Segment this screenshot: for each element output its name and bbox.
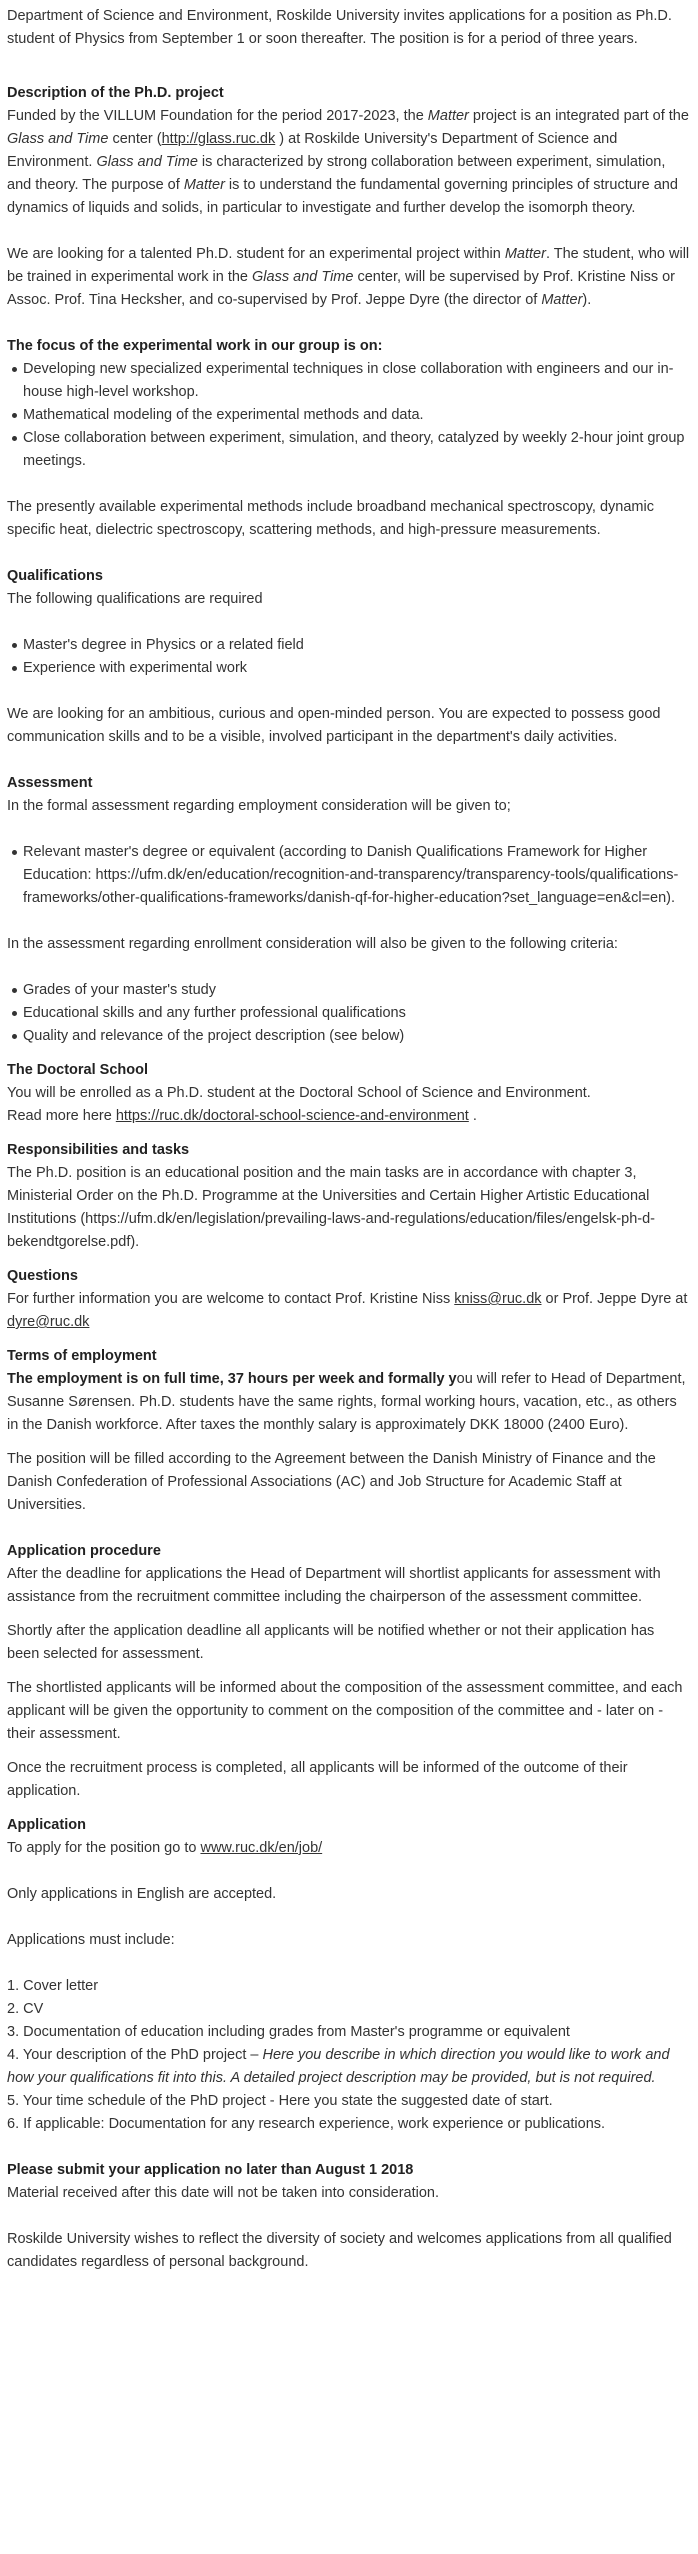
- list-item: Master's degree in Physics or a related field: [23, 634, 690, 657]
- student-paragraph: [7, 243, 690, 312]
- text: We are looking for a talented Ph.D. student for an experimental project within: [7, 246, 505, 262]
- qualifications-lead: The following qualifications are required: [7, 591, 263, 607]
- glass-and-time-term: Glass and Time: [96, 154, 198, 170]
- text: For further information you are welcome to contact Prof. Kristine Niss: [7, 1291, 455, 1307]
- english-only-text: Only applications in English are accepted.: [7, 1886, 277, 1902]
- questions-heading: Questions: [7, 1268, 78, 1284]
- list-item: 1. Cover letter: [7, 1978, 99, 1994]
- list-item: 2. CV: [7, 2001, 44, 2017]
- glass-center-link[interactable]: http://glass.ruc.dk: [161, 131, 276, 147]
- doctoral-read-more: [7, 1105, 690, 1128]
- matter-term: Matter: [504, 246, 546, 262]
- enrollment-lead: In the assessment regarding enrollment consideration will also be given to the following criteria:: [7, 936, 618, 952]
- assessment-list: [7, 841, 690, 910]
- list-item: [7, 2044, 690, 2090]
- list-item: Educational skills and any further professional qualifications: [23, 1002, 690, 1025]
- deadline-text: Material received after this date will not be taken into consideration.: [7, 2185, 440, 2201]
- assessment-heading: Assessment: [7, 775, 93, 791]
- terms-text: [7, 1368, 690, 1437]
- email-link-dyre[interactable]: dyre@ruc.dk: [7, 1314, 90, 1330]
- terms-heading: Terms of employment: [7, 1348, 157, 1364]
- methods-paragraph: The presently available experimental methods include broadband mechanical spectroscopy, dynamic specific heat, dielectric spectroscopy, scattering methods, and high-pressure measurements.: [7, 499, 654, 538]
- list-item: Mathematical modeling of the experimental methods and data.: [23, 404, 690, 427]
- list-item: 5. Your time schedule of the PhD project - Here you state the suggested date of start.: [7, 2093, 553, 2109]
- text: center, will be supervised by Prof. Kristine Niss or Assoc. Prof. Tina Hecksher, and co-supervised by Prof. Jeppe Dyre (the director of: [7, 269, 675, 308]
- enrollment-list: [7, 979, 690, 1048]
- email-link-kniss[interactable]: kniss@ruc.dk: [454, 1291, 542, 1307]
- list-item: Relevant master's degree or equivalent (according to Danish Qualifications Framework for Higher Education: https://ufm.dk/en/education/recognition-and-transparency/transparency-tools/qualifications-frameworks/other-qualifications-frameworks/danish-qf-for-higher-education?set_language=en&cl=en).: [23, 841, 690, 910]
- application-heading: Application: [7, 1817, 86, 1833]
- application-requirements-list: [7, 1975, 690, 2136]
- assessment-lead: In the formal assessment regarding employment consideration will be given to;: [7, 798, 511, 814]
- project-paragraph: [7, 105, 690, 220]
- doctoral-school-link[interactable]: https://ruc.dk/doctoral-school-science-and-environment: [115, 1108, 469, 1124]
- text: To apply for the position go to: [7, 1840, 201, 1856]
- must-include-text: Applications must include:: [7, 1932, 175, 1948]
- focus-list: [7, 358, 690, 473]
- list-item: Quality and relevance of the project description (see below): [23, 1025, 690, 1048]
- text: project is an integrated part of the: [468, 108, 689, 124]
- project-description-note: Here you describe in which direction you would like to work and how your qualifications fit into this. A detailed project description may be provided, but is not required.: [7, 2047, 670, 2086]
- focus-heading: The focus of the experimental work in our group is on:: [7, 338, 383, 354]
- qualifications-list: [7, 634, 690, 680]
- agreement-paragraph: The position will be filled according to the Agreement between the Danish Ministry of Finance and the Danish Confederation of Professional Associations (AC) and Job Structure for Academic Staff at Universities.: [7, 1451, 656, 1513]
- terms-bold-text: The employment is on full time, 37 hours per week and formally y: [7, 1371, 457, 1387]
- glass-and-time-term: Glass and Time: [252, 269, 354, 285]
- list-item: 3. Documentation of education including grades from Master's programme or equivalent: [7, 2024, 570, 2040]
- doctoral-text: You will be enrolled as a Ph.D. student at the Doctoral School of Science and Environment.: [7, 1085, 591, 1101]
- procedure-paragraph: Shortly after the application deadline all applicants will be notified whether or not their application has been selected for assessment.: [7, 1623, 655, 1662]
- matter-term: Matter: [183, 177, 225, 193]
- matter-term: Matter: [427, 108, 469, 124]
- text: 4. Your description of the PhD project –: [7, 2047, 263, 2063]
- text: .: [468, 1108, 477, 1124]
- qualifications-heading: Qualifications: [7, 568, 103, 584]
- text: or Prof. Jeppe Dyre at: [541, 1291, 688, 1307]
- text: ou will refer to Head of Department, Susanne Sørensen. Ph.D. students have the same rights, formal working hours, vacation, etc., as others in the Danish workforce. After taxes the monthly salary is approximately DKK 18000 (2400 Euro).: [7, 1371, 686, 1433]
- person-paragraph: We are looking for an ambitious, curious and open-minded person. You are expected to possess good communication skills and to be a visible, involved participant in the department's daily activities.: [7, 706, 661, 745]
- text: center (: [108, 131, 162, 147]
- procedure-paragraph: After the deadline for applications the Head of Department will shortlist applicants for assessment with assistance from the recruitment committee including the chairperson of the assessment committee.: [7, 1566, 661, 1605]
- procedure-paragraph: The shortlisted applicants will be informed about the composition of the assessment committee, and each applicant will be given the opportunity to comment on the composition of the committee and - later on - their assessment.: [7, 1680, 683, 1742]
- responsibilities-text: The Ph.D. position is an educational position and the main tasks are in accordance with chapter 3, Ministerial Order on the Ph.D. Programme at the Universities and Certain Higher Artistic Educational Institutions (https://ufm.dk/en/legislation/prevailing-laws-and-regulations/education/files/engelsk-ph-d-bekendtgorelse.pdf).: [7, 1165, 656, 1250]
- doctoral-heading: The Doctoral School: [7, 1062, 148, 1078]
- procedure-paragraph: Once the recruitment process is completed, all applicants will be informed of the outcome of their application.: [7, 1760, 628, 1799]
- text: is to understand the fundamental governing principles of structure and dynamics of liquids and solids, in particular to investigate and further develop the isomorph theory.: [7, 177, 678, 216]
- list-item: Developing new specialized experimental techniques in close collaboration with engineers and our in-house high-level workshop.: [23, 358, 690, 404]
- list-item: Experience with experimental work: [23, 657, 690, 680]
- text: ).: [582, 292, 592, 308]
- responsibilities-heading: Responsibilities and tasks: [7, 1142, 190, 1158]
- diversity-paragraph: Roskilde University wishes to reflect the diversity of society and welcomes applications from all qualified candidates regardless of personal background.: [7, 2231, 672, 2270]
- text: is characterized by strong collaboration between experiment, simulation, and theory. The purpose of: [7, 154, 666, 193]
- job-portal-link[interactable]: www.ruc.dk/en/job/: [200, 1840, 323, 1856]
- text: . The student, who will be trained in experimental work in the: [7, 246, 690, 285]
- project-heading: Description of the Ph.D. project: [7, 85, 224, 101]
- questions-text: [7, 1288, 690, 1334]
- glass-and-time-term: Glass and Time: [7, 131, 109, 147]
- intro-paragraph: Department of Science and Environment, Roskilde University invites applications for a position as Ph.D. student of Physics from September 1 or soon thereafter. The position is for a period of three years.: [7, 8, 672, 47]
- text: Read more here: [7, 1108, 116, 1124]
- list-item: Close collaboration between experiment, simulation, and theory, catalyzed by weekly 2-hour joint group meetings.: [23, 427, 690, 473]
- list-item: Grades of your master's study: [23, 979, 690, 1002]
- deadline-heading: Please submit your application no later than August 1 2018: [7, 2162, 414, 2178]
- list-item: 6. If applicable: Documentation for any research experience, work experience or publications.: [7, 2116, 606, 2132]
- matter-term: Matter: [541, 292, 583, 308]
- apply-text: [7, 1837, 690, 1860]
- procedure-heading: Application procedure: [7, 1543, 161, 1559]
- text: ) at Roskilde University's Department of Science and Environment.: [7, 131, 618, 170]
- text: Funded by the VILLUM Foundation for the period 2017-2023, the: [7, 108, 428, 124]
